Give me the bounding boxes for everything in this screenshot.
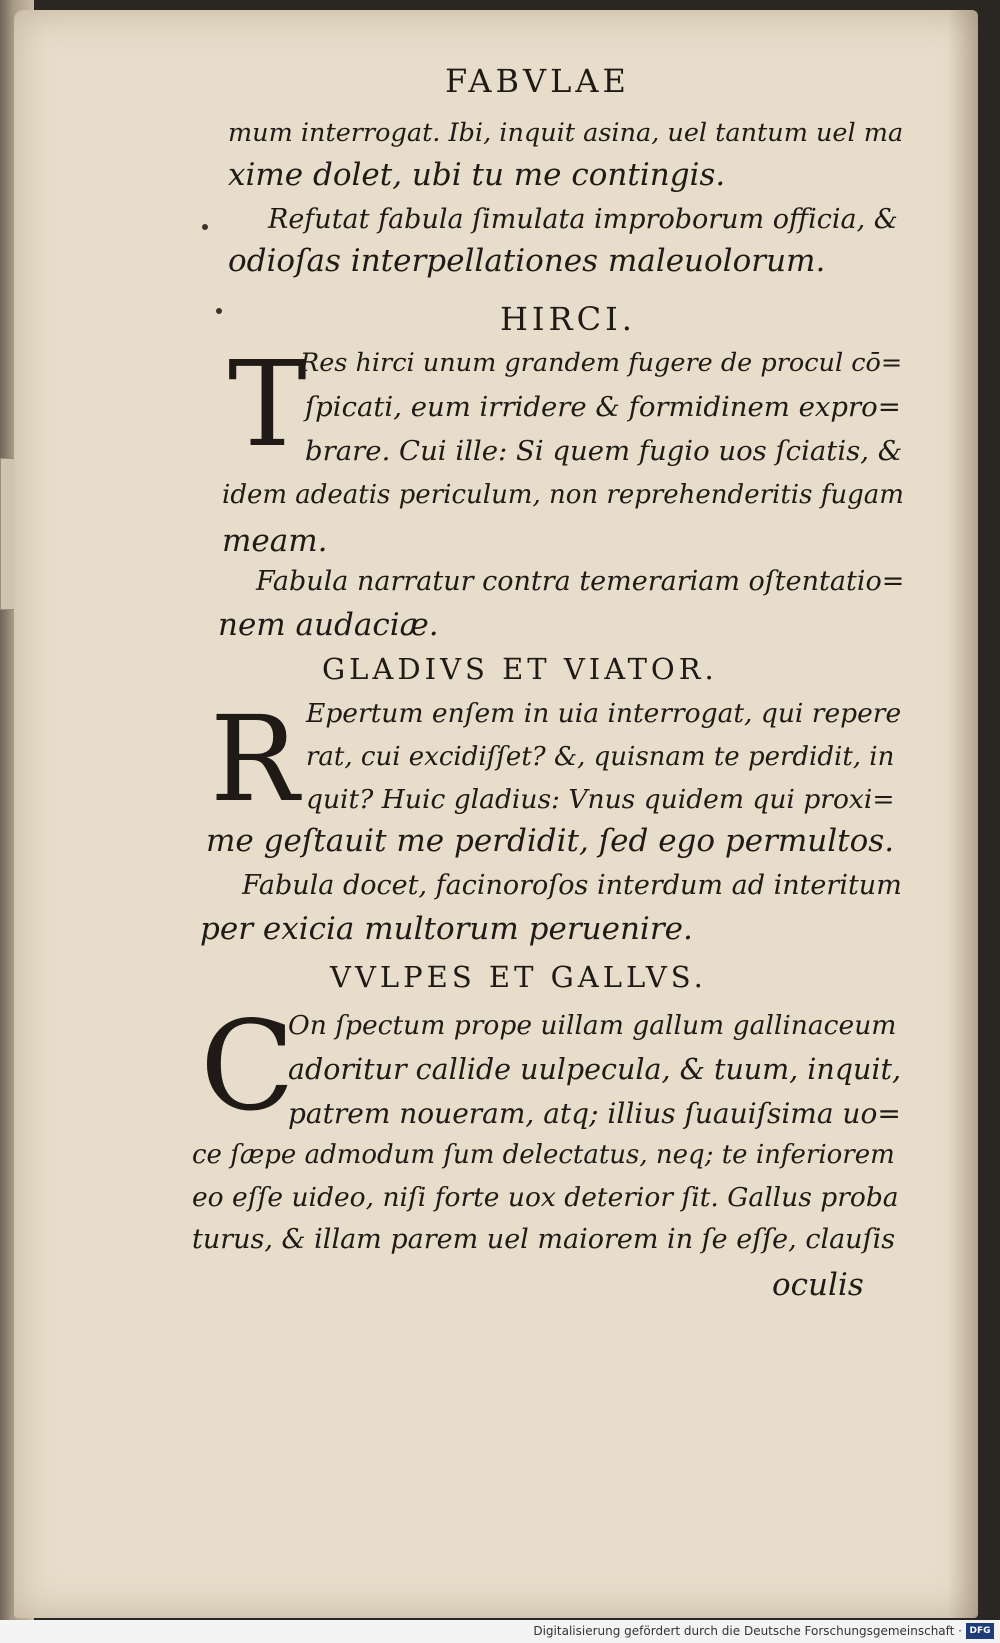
initial-letter-c: C — [200, 995, 295, 1139]
text-line: turus, & illam parem uel maiorem in ſe eſſe, clauſis — [192, 1224, 896, 1255]
ink-dot — [216, 308, 222, 314]
text-line: Epertum enſem in uia interrogat, qui repere — [306, 698, 902, 729]
text-line: ce ſæpe admodum ſum delectatus, neq; te inferiorem — [192, 1140, 895, 1170]
text-line: idem adeatis periculum, non reprehenderitis fugam — [222, 480, 904, 510]
initial-letter-r: R — [210, 690, 299, 828]
footer-credit: Digitalisierung gefördert durch die Deutsche Forschungsgemeinschaft · — [533, 1624, 962, 1638]
moral-line: Fabula narratur contra temerariam oſtentatio= — [256, 566, 905, 597]
moral-line: odioſas interpellationes maleuolorum. — [228, 243, 826, 279]
running-head: FABVLAE — [445, 62, 630, 100]
moral-line: Fabula docet, facinoroſos interdum ad interitum — [242, 870, 902, 901]
text-line: rat, cui excidiſſet? &, quisnam te perdidit, in — [306, 742, 895, 772]
text-line: eo eſſe uideo, niſi forte uox deterior ſit. Gallus proba — [192, 1182, 899, 1213]
text-line: meam. — [222, 523, 328, 559]
fable-title-vulpes: VVLPES ET GALLVS. — [330, 960, 707, 994]
text-line: me geſtauit me perdidit, ſed ego permultos. — [206, 823, 895, 859]
fable-title-gladius: GLADIVS ET VIATOR. — [322, 652, 718, 686]
initial-letter-t: T — [228, 335, 307, 473]
text-line: On ſpectum prope uillam gallum gallinaceum — [288, 1010, 897, 1041]
gutter-shadow — [948, 10, 978, 1618]
text-line: adoritur callide uulpecula, & tuum, inquit, — [288, 1053, 902, 1086]
text-line: patrem noueram, atq; illius ſuauiſsima uo= — [288, 1097, 901, 1130]
catchword: oculis — [772, 1267, 864, 1303]
footer-bar — [0, 1620, 1000, 1643]
text-line: xime dolet, ubi tu me contingis. — [228, 157, 726, 193]
fable-title-hirci: HIRCI. — [500, 300, 636, 338]
moral-line: nem audaciæ. — [218, 607, 439, 643]
moral-line: Refutat fabula ſimulata improborum officia, & — [268, 204, 898, 235]
text-line: Res hirci unum grandem fugere de procul cō= — [300, 348, 903, 378]
ink-dot — [202, 224, 208, 230]
text-line: quit? Huic gladius: Vnus quidem qui proxi= — [306, 784, 895, 815]
moral-line: per exicia multorum peruenire. — [200, 911, 693, 947]
text-line: brare. Cui ille: Si quem fugio uos ſciatis, & — [305, 435, 903, 467]
text-line: ſpicati, eum irridere & formidinem expro= — [305, 391, 901, 423]
text-line: mum interrogat. Ibi, inquit asina, uel tantum uel ma — [228, 118, 904, 148]
dfg-logo: DFG — [966, 1623, 994, 1639]
